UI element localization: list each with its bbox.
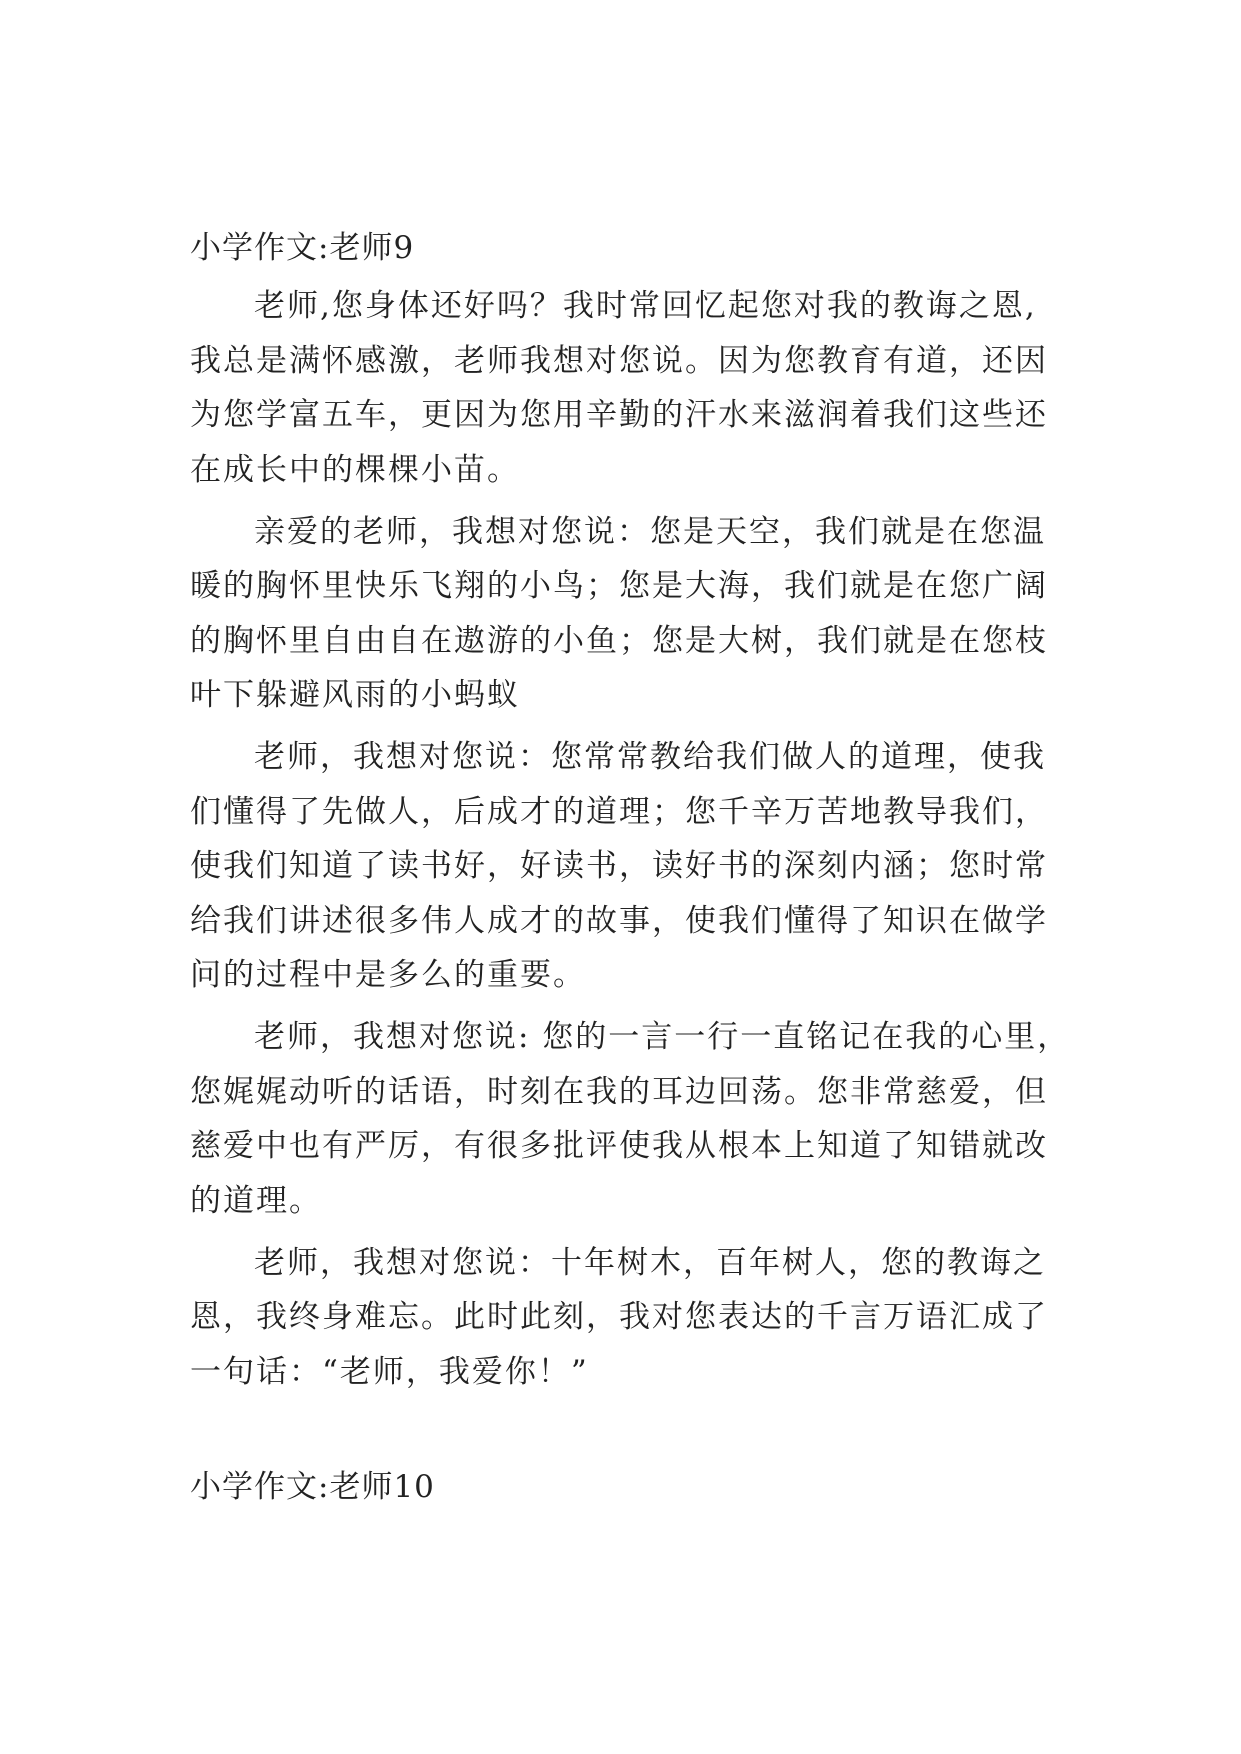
paragraph-line: 恩，我终身难忘。此时此刻，我对您表达的千言万语汇成了 (190, 1299, 1048, 1335)
paragraph-line: 亲爱的老师，我想对您说：您是天空，我们就是在您温 (254, 514, 1046, 550)
paragraph-line: 给我们讲述很多伟人成才的故事，使我们懂得了知识在做学 (190, 903, 1048, 939)
paragraph-line: 我总是满怀感激，老师我想对您说。因为您教育有道，还因 (190, 343, 1048, 379)
paragraph-line: 使我们知道了读书好，好读书，读好书的深刻内涵；您时常 (190, 848, 1048, 884)
paragraph-line: 老师,您身体还好吗？我时常回忆起您对我的教诲之恩, (254, 288, 1037, 324)
paragraph-line: 慈爱中也有严厉，有很多批评使我从根本上知道了知错就改 (190, 1128, 1048, 1164)
paragraph-line: 问的过程中是多么的重要。 (190, 957, 586, 993)
paragraph-line: 一句话：“老师，我爱你！” (190, 1354, 589, 1390)
paragraph-line: 在成长中的棵棵小苗。 (190, 452, 520, 488)
paragraph-line: 老师，我想对您说: 您的一言一行一直铭记在我的心里， (254, 1019, 1071, 1055)
paragraph-line: 的胸怀里自由自在遨游的小鱼；您是大树，我们就是在您枝 (190, 623, 1048, 659)
paragraph-line: 叶下躲避风雨的小蚂蚁 (190, 677, 520, 713)
paragraph-line: 为您学富五车，更因为您用辛勤的汗水来滋润着我们这些还 (190, 397, 1048, 433)
paragraph-line: 您娓娓动听的话语，时刻在我的耳边回荡。您非常慈爱，但 (190, 1074, 1048, 1110)
paragraph-line: 暖的胸怀里快乐飞翔的小鸟；您是大海，我们就是在您广阔 (190, 568, 1048, 604)
essay-heading: 小学作文:老师10 (190, 1469, 435, 1505)
essay-heading: 小学作文:老师9 (190, 230, 415, 266)
paragraph-line: 们懂得了先做人，后成才的道理；您千辛万苦地教导我们， (190, 794, 1048, 830)
paragraph-line: 老师，我想对您说：您常常教给我们做人的道理，使我 (254, 739, 1046, 775)
paragraph-line: 老师，我想对您说：十年树木，百年树人，您的教诲之 (254, 1245, 1046, 1281)
paragraph-line: 的道理。 (190, 1183, 322, 1219)
